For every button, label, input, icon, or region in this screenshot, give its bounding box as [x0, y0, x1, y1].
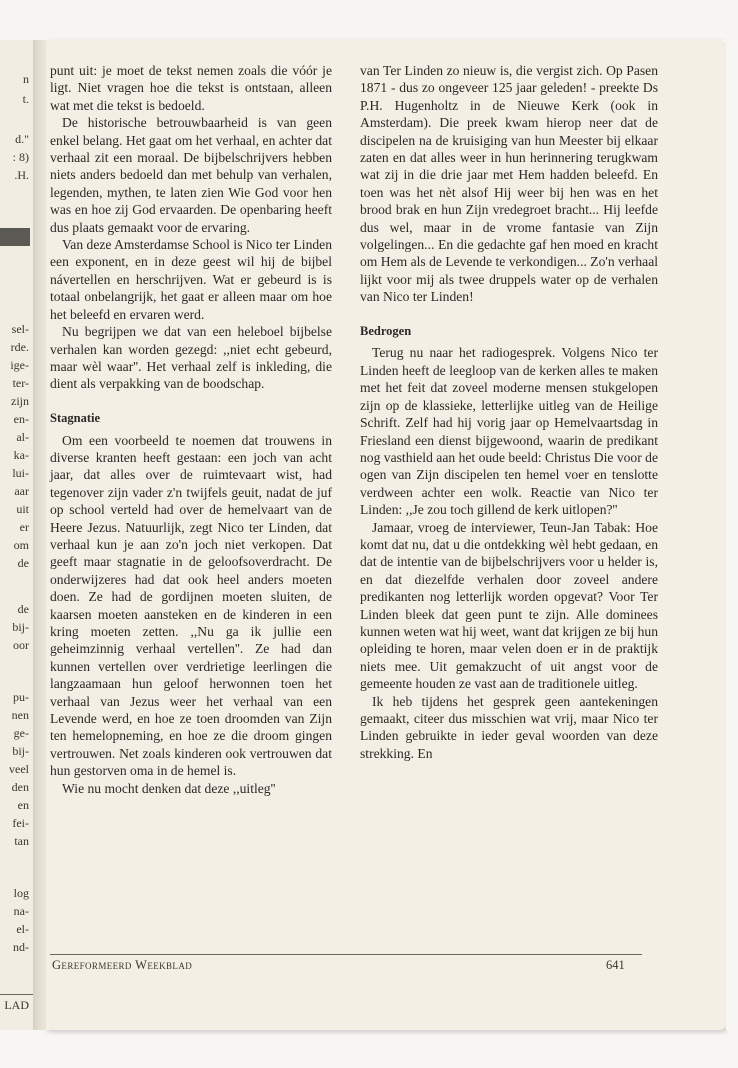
article-paragraph: Van deze Amsterdamse School is Nico ter Linden een exponent, en in deze geest wil hij de bijbel návertellen en herschrijven. Wat er gebeurd is is totaal onbelangrijk, het gaat er alleen maar om hoe het beleefd en ervaren werd. [50, 237, 332, 322]
previous-page-fragment: ka- [13, 448, 29, 462]
section-heading: Bedrogen [360, 324, 412, 339]
previous-page-fragment: rde. [10, 340, 29, 354]
previous-page-fragment: zijn [11, 394, 29, 408]
previous-page-fragment: log [13, 886, 29, 900]
scan-background-top [0, 0, 738, 40]
previous-page-fragment: de [17, 556, 29, 570]
previous-page-fragment: den [11, 780, 29, 794]
previous-page-fragment: uit [16, 502, 29, 516]
previous-page-fragment: en [17, 798, 29, 812]
previous-page-dark-block [0, 228, 30, 246]
article-paragraph: Jamaar, vroeg de interviewer, Teun-Jan Tabak: Hoe komt dat nu, dat u die ontdekking wèl hebt gedaan, en dat de intentie van de bijbelschrijvers voor u helder is, en dat diezelfde verhalen door zoveel andere predikanten nog letterlijk worden opgevat? Voor Ter Linden bleek dat geen punt te zijn. Alle dominees kunnen weten wat hij weet, want dat krijgen ze bij hun opleiding te horen, maar velen doen er in de praktijk niets mee. Uit gemakzucht of uit angst voor de gemeente houden ze vast aan de traditionele uitleg. [360, 519, 658, 692]
previous-page-fragment: om [13, 538, 29, 552]
right-column [360, 62, 658, 762]
page-gutter [34, 40, 46, 1030]
previous-page-fragment: t. [22, 92, 29, 106]
article-paragraph: Terug nu naar het radiogesprek. Volgens Nico ter Linden heeft de leegloop van de kerken alles te maken met het feit dat zoveel moderne mensen stukgelopen zijn op de klassieke, letterlijke uitleg van de Heilige Schrift. Zelf had hij vorig jaar op Hemelvaartsdag in Friesland een dienst bijgewoond, waarin de predikant nog vasthield aan het oude beeld: Christus Die voor de ogen van Zijn discipelen ten hemel voer en tenslotte verdween achter een wolk. Reactie van Nico ter Linden: ,,Je zou toch gillend de kerk uitlopen?'' [360, 345, 658, 518]
previous-page-fragment: tan [14, 834, 29, 848]
previous-page-fragment: fei- [12, 816, 29, 830]
previous-page-fragment: al- [16, 430, 29, 444]
magazine-page [46, 40, 726, 1030]
article-paragraph: van Ter Linden zo nieuw is, die vergist zich. Op Pasen 1871 - dus zo ongeveer 125 jaar geleden! - preekte Ds P.H. Hugenholtz in de Nieuwe Kerk (ook in Amsterdam). Die preek kwam hierop neer dat de discipelen na de kruisiging van hun Meester bij elkaar zaten en dat alles weer in hun herinnering terugkwam wat zij in die drie jaar met Hem hadden beleefd. En toen was het nèt alsof Hij weer bij hen was en het brood brak en hun Zijn vredegroet bracht... Hij leefde dus wel, maar in de vrome fantasie van Zijn volgelingen... En die gedachte gaf hen moed en kracht om Hem als de Levende te verkondigen... Zo'n verhaal lijkt voor mij als twee druppels water op de verhalen van Nico ter Linden! [360, 63, 659, 305]
previous-page-fragment: bij- [12, 620, 29, 634]
previous-page-fragment: ge- [13, 726, 29, 740]
article-paragraph: Wie nu mocht denken dat deze ,,uitleg'' [62, 780, 276, 796]
previous-page-fragment: de [17, 602, 29, 616]
previous-page-footer-rule [0, 994, 34, 995]
previous-page-fragment: aar [14, 484, 29, 498]
previous-page-fragment: : 8) [12, 150, 29, 164]
previous-page-fragment: d." [15, 132, 29, 146]
article-paragraph: punt uit: je moet de tekst nemen zoals die vóór je ligt. Niet vragen hoe die tekst is ontstaan, alleen wat met die tekst is bedoeld. [50, 63, 332, 113]
previous-page-fragment: na- [13, 904, 29, 918]
article-paragraph: Ik heb tijdens het gesprek geen aantekeningen gemaakt, citeer dus misschien wat vrij, maar Nico ter Linden gebruikte in ieder geval woorden van deze strekking. En [360, 693, 658, 761]
previous-page-strip [0, 40, 34, 1030]
article-paragraph: Om een voorbeeld te noemen dat trouwens in diverse kranten heeft gestaan: een joch van acht jaar, dat alles over de ruimtevaart wist, had tegenover zijn vader z'n twijfels geuit, nadat de juf op school verteld had over de hemelvaart van de Heere Jezus. Natuurlijk, zegt Nico ter Linden, dat verhaal kun je aan zo'n joch niet verkopen. Dat geeft maar stagnatie in de geloofsoverdracht. De onderwijzeres had dat ook heel anders moeten doen. Ze had de gordijnen moeten sluiten, de kaarsen moeten aansteken en de kinderen in een kring moeten zetten. ,,Nu ga ik jullie een geheimzinnig verhaal vertellen''. Ze had dan kunnen vertellen over verdrietige leerlingen die langzaamaan hun geloof herwonnen toen het verhaal van Jezus weer het verhaal van een Levende werd, en hoe ze toen droomden van Zijn ten hemelopneming, en hoe ze die droom gingen vertrouwen. Net zoals kinderen ook vertrouwen dat hun gestorven oma in de hemel is. [50, 432, 332, 779]
left-column [50, 62, 332, 797]
section-heading: Stagnatie [50, 411, 100, 426]
page-number: 641 [606, 958, 625, 972]
previous-page-fragment: lui- [12, 466, 29, 480]
previous-page-fragment: el- [16, 922, 29, 936]
previous-page-fragment: er [19, 520, 29, 534]
previous-page-fragment: en- [13, 412, 29, 426]
previous-page-fragment: ter- [12, 376, 29, 390]
previous-page-fragment: nen [11, 708, 29, 722]
previous-page-fragment: nd- [13, 940, 29, 954]
previous-page-fragment: veel [9, 762, 29, 776]
previous-page-fragment: oor [13, 638, 29, 652]
article-paragraph: Nu begrijpen we dat van een heleboel bijbelse verhalen kan worden gezegd: ,,niet echt gebeurd, maar wèl waar''. Het verhaal zelf is inkleding, die dient als verpakking van de boodschap. [50, 324, 332, 392]
previous-page-fragment: bij- [12, 744, 29, 758]
article-paragraph: De historische betrouwbaarheid is van geen enkel belang. Het gaat om het verhaal, en achter dat verhaal zit een moraal. De bijbelschrijvers hebben niets anders bedoeld dan met behulp van verhalen, legenden, mythen, te laten zien Wie God voor hen was en hoe zij God ervaarden. De openbaring heeft dus plaats gemaakt voor de ervaring. [50, 115, 332, 235]
previous-page-fragment: n [23, 72, 29, 86]
footer-rule [50, 954, 642, 955]
scan-background-right [726, 40, 738, 1030]
previous-page-fragment: sel- [11, 322, 29, 336]
previous-page-fragment: .H. [14, 168, 29, 182]
previous-page-fragment: LAD [4, 998, 29, 1012]
previous-page-fragment: pu- [13, 690, 29, 704]
previous-page-fragment: ige- [10, 358, 29, 372]
scan-background-bottom [0, 1028, 738, 1068]
publication-name: Gereformeerd Weekblad [52, 958, 193, 972]
